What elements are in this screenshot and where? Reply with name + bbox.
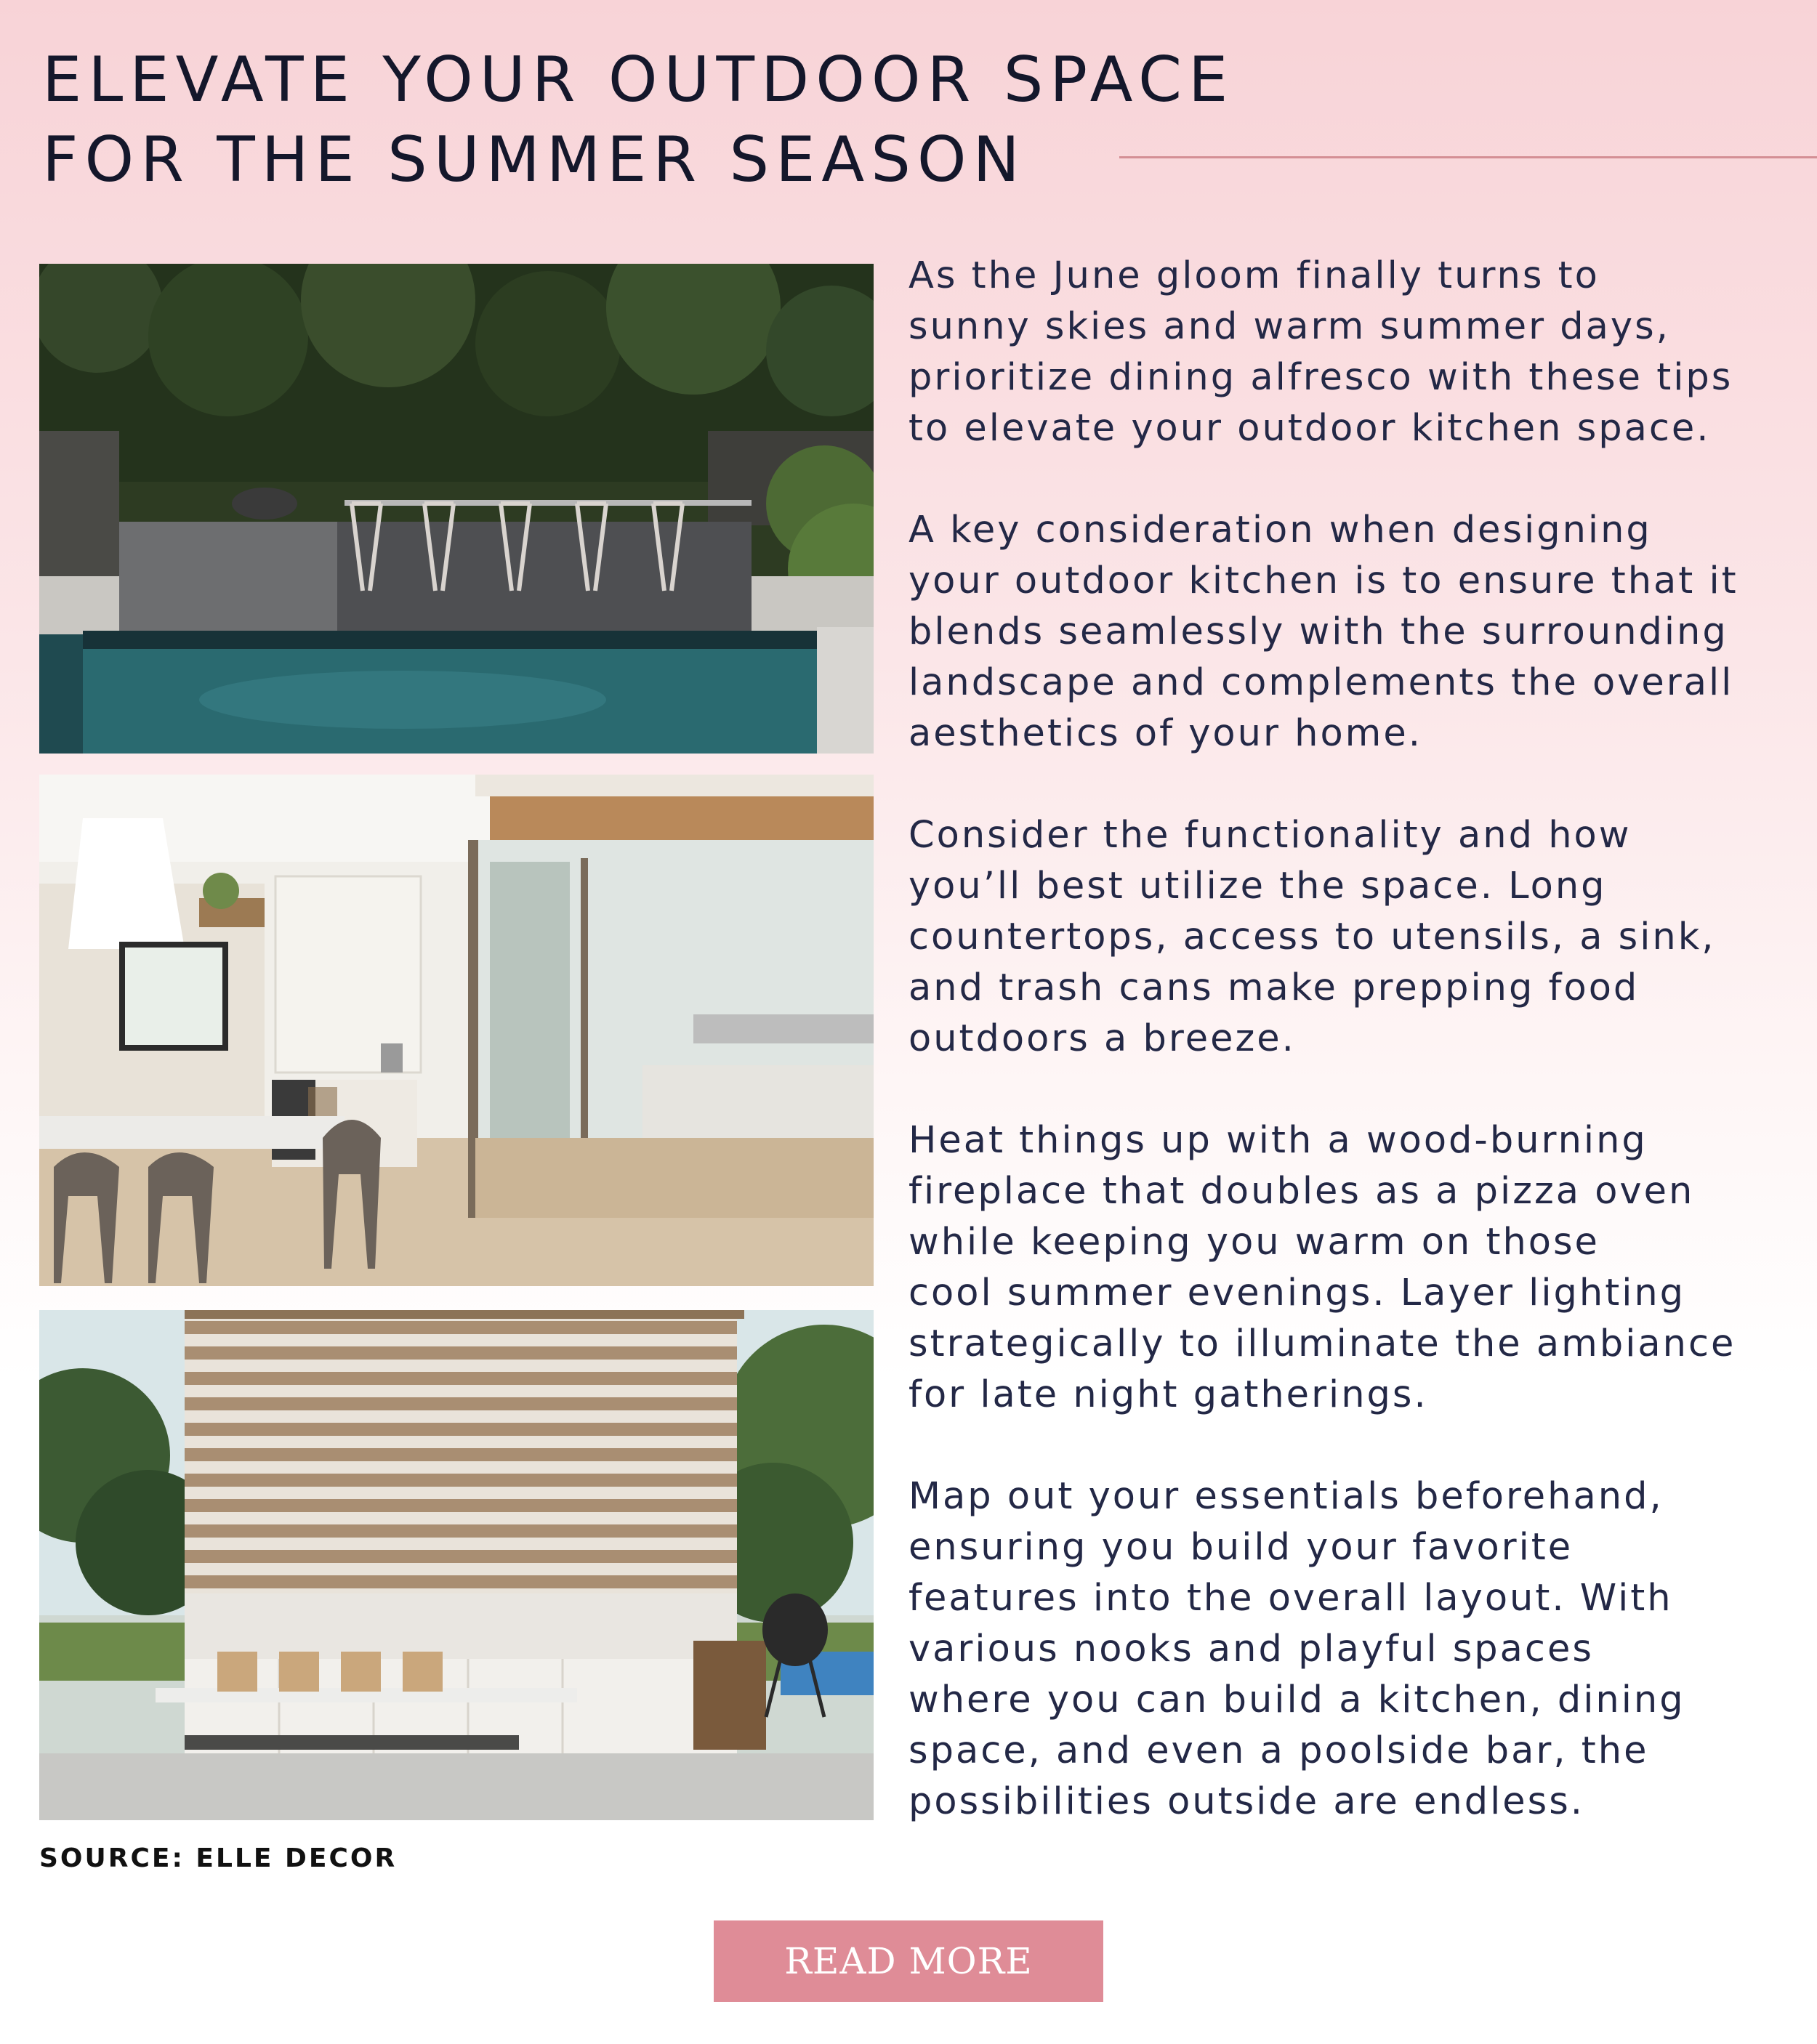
pool-outdoor-kitchen-photo [39, 264, 874, 754]
indoor-outdoor-kitchen-photo [39, 775, 874, 1286]
article-body [908, 251, 1810, 1878]
page-title [42, 40, 1278, 200]
paragraph-fireplace: Heat things up with a wood-burning fireplace that doubles as a pizza oven while keeping you warm on those cool summer evenings. Layer lighting strategically to illuminate the ambiance for late night gatherings. [908, 1119, 1736, 1416]
source-credit: SOURCE: ELLE DECOR [39, 1843, 398, 1873]
title-divider [1119, 156, 1817, 158]
paragraph-functionality: Consider the functionality and how you’ll best utilize the space. Long countertops, access to utensils, a sink, and trash cans make prepping food outdoors a breeze. [908, 814, 1716, 1060]
title-line-1: ELEVATE YOUR OUTDOOR SPACE [42, 44, 1235, 116]
title-line-2: FOR THE SUMMER SEASON [42, 124, 1026, 196]
paragraph-essentials: Map out your essentials beforehand, ensuring you build your favorite features into the overall layout. With various nooks and playful spaces where you can build a kitchen, dining space, and even a poolside bar, the possibilities outside are endless. [908, 1475, 1685, 1823]
pergola-outdoor-kitchen-photo [39, 1310, 874, 1820]
paragraph-landscape: A key consideration when designing your outdoor kitchen is to ensure that it blends seamlessly with the surrounding landscape and complements the overall aesthetics of your home. [908, 509, 1739, 755]
read-more-button[interactable]: READ MORE [714, 1920, 1103, 2002]
paragraph-intro: As the June gloom finally turns to sunny skies and warm summer days, prioritize dining alfresco with these tips to elevate your outdoor kitchen space. [908, 254, 1733, 450]
